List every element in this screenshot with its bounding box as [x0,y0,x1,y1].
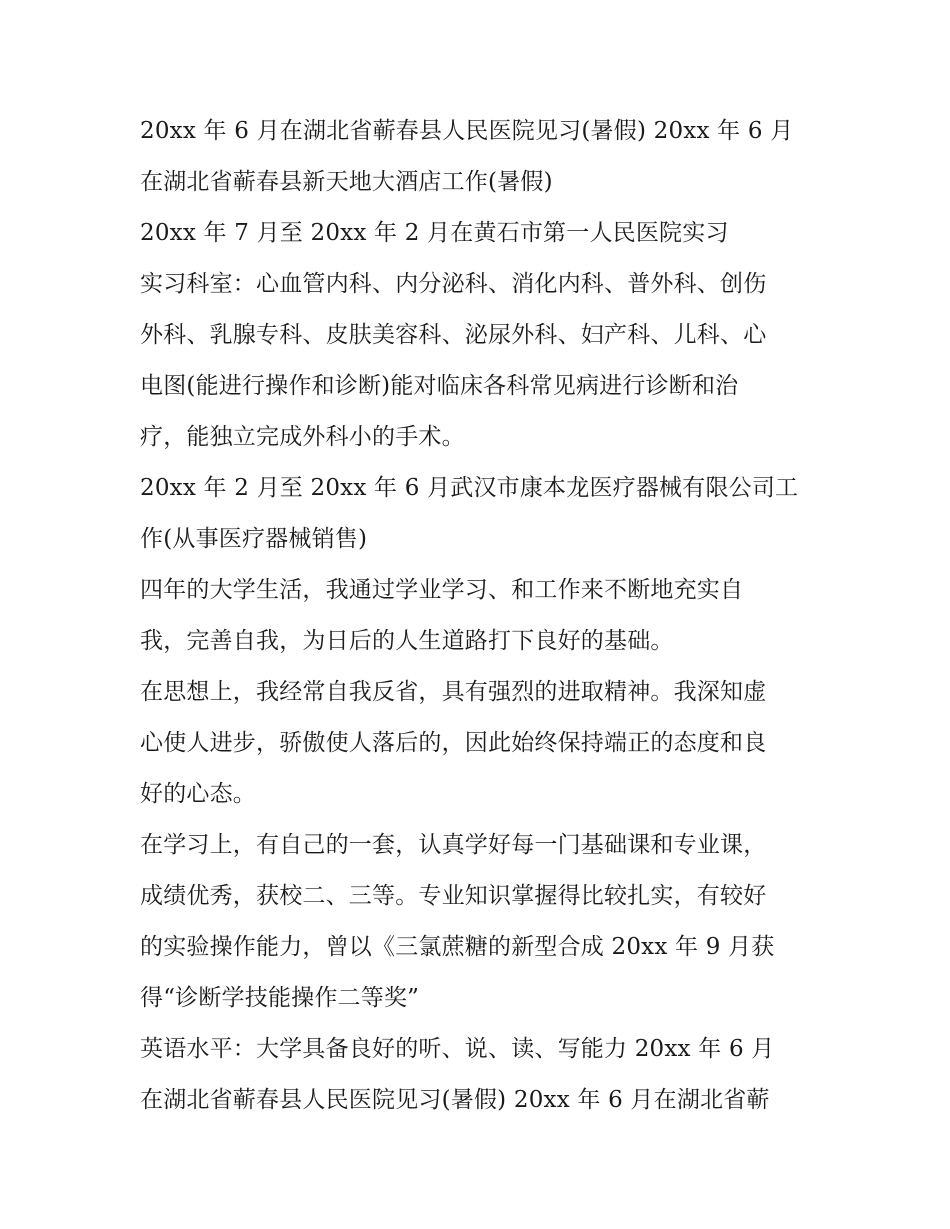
text-line: 实习科室：心血管内科、内分泌科、消化内科、普外科、创伤 [140,271,767,297]
text-line: 在学习上，有自己的一套，认真学好每一门基础课和专业课， [140,832,767,858]
text-line: 英语水平：大学具备良好的听、说、读、写能力 20xx 年 6 月 [140,1036,775,1062]
text-line: 20xx 年 2 月至 20xx 年 6 月武汉市康本龙医疗器械有限公司工 [140,475,799,501]
text-line: 20xx 年 7 月至 20xx 年 2 月在黄石市第一人民医院实习 [140,220,729,246]
document-body [140,106,830,1126]
text-line: 20xx 年 6 月在湖北省蕲春县人民医院见习(暑假) 20xx 年 6 月 [140,118,794,144]
text-line: 心使人进步，骄傲使人落后的，因此始终保持端正的态度和良 [140,730,767,756]
text-line: 疗，能独立完成外科小的手术。 [140,424,465,450]
text-line: 外科、乳腺专科、皮肤美容科、泌尿外科、妇产科、儿科、心 [140,322,767,348]
text-line: 我，完善自我，为日后的人生道路打下良好的基础。 [140,628,674,654]
text-line: 电图(能进行操作和诊断)能对临床各科常见病进行诊断和治 [140,373,739,399]
text-line: 成绩优秀，获校二、三等。专业知识掌握得比较扎实，有较好 [140,883,767,909]
text-line: 好的心态。 [140,781,256,807]
text-line: 的实验操作能力，曾以《三氯蔗糖的新型合成 20xx 年 9 月获 [140,934,775,960]
text-line: 作(从事医疗器械销售) [140,526,368,552]
text-line: 在思想上，我经常自我反省，具有强烈的进取精神。我深知虚 [140,679,767,705]
text-line: 得“诊断学技能操作二等奖” [140,985,420,1011]
text-line: 在湖北省蕲春县人民医院见习(暑假) 20xx 年 6 月在湖北省蕲 [140,1087,770,1113]
text-line: 在湖北省蕲春县新天地大酒店工作(暑假) [140,169,553,195]
text-line: 四年的大学生活，我通过学业学习、和工作来不断地充实自 [140,577,744,603]
